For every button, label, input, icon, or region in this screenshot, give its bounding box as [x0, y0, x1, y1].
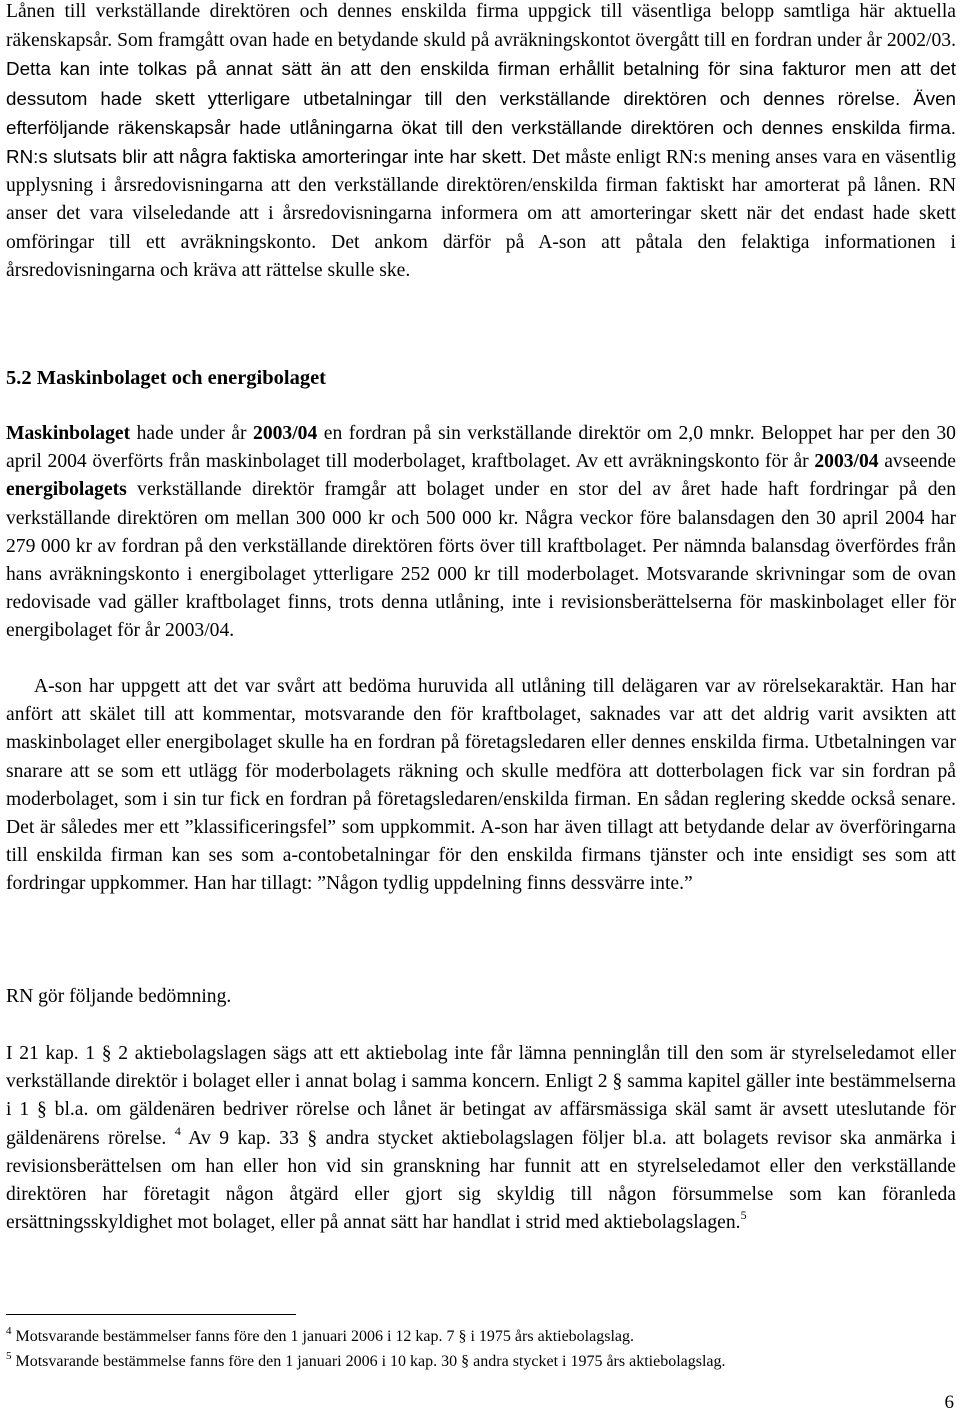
paragraph-loans-summary: [6, 0, 956, 285]
footnote-number: 4: [6, 1325, 12, 1337]
footnote-ref-5[interactable]: 5: [740, 1208, 747, 1223]
paragraph-text: avseende: [878, 451, 957, 473]
paragraph-maskinbolaget: [6, 420, 956, 646]
bold-year-1: 2003/04: [253, 423, 318, 444]
section-heading: 5.2 Maskinbolaget och energibolaget: [6, 367, 327, 389]
paragraph-text: verkställande direktör framgår att bolaget under en stor del av året hade haft fordringar på den verkställande direktören om mellan 300 000 kr och 500 000 kr. Några veckor före balansdagen den 30 april 2004 har 279 000 kr av fordran på den verkställande direktören förts över till kraftbolaget. Per nämnda balansdag överfördes från hans avräkningskonto i energibolaget ytterligare 252 000 kr till moderbolaget. Motsvarande skrivningar som de ovan redovisade vad gäller kraftbolaget finns, trots denna utlåning, inte i revisionsberättelserna för maskinbolaget eller för energibolaget för år 2003/04.: [6, 479, 956, 642]
paragraph-loans-part-b: Detta kan inte tolkas på annat sätt än att den enskilda firman erhållit betalning för sina fakturor men att det dessutom hade skett ytterligare utbetalningar till den verkställande direktören och dennes rörelse. Även efterföljande räkenskapsår hade utlåningarna ökat till den verkställande direktören och dennes enskilda firma. RN:s slutsats blir att några faktiska amorteringar inte har skett.: [6, 58, 956, 168]
footnote-text: Motsvarande bestämmelser fanns före den 1 januari 2006 i 12 kap. 7 § i 1975 års aktiebolagslag.: [15, 1328, 634, 1345]
paragraph-text: I 21 kap. 1 § 2 aktiebolagslagen sägs att ett aktiebolag inte får lämna penninglån till den som är styrelseledamot eller verkställande direktör i bolaget eller i annat bolag i samma koncern. Enligt 2 § samma kapitel gäller inte bestämmelserna i 1 § bl.a. om gäldenären bedriver rörelse och lånet är betingat av affärsmässiga skäl samt är avsett uteslutande för gäldenärens rörelse.: [6, 1043, 956, 1149]
bold-energibolagets: energibolagets: [6, 479, 127, 501]
paragraph-assessment-intro: RN gör följande bedömning.: [6, 986, 232, 1007]
paragraph-text: en fordran på sin verkställande direktör om 2,0 mnkr. Beloppet har per den 30 april 2004 överförts från maskinbolaget till moderbolaget, kraftbolaget. Av ett avräkningskonto för år: [6, 423, 956, 473]
paragraph-loans-part-c: Det måste enligt RN:s mening anses vara en väsentlig upplysning i årsredovisningarna att den verkställande direktören/enskilda firman faktiskt har amorterat på lånen. RN anser det vara vilseledande att i årsredovisningarna informera om att amorteringar skett när det endast hade skett omföringar till ett avräkningskonto. Det ankom därför på A-son att påtala den felaktiga informationen i årsredovisningarna och kräva att rättelse skulle ske.: [6, 147, 956, 281]
paragraph-text: Av 9 kap. 33 § andra stycket aktiebolagslagen följer bl.a. att bolagets revisor ska anmärka i revisionsberättelsen om han eller hon vid sin granskning har funnit att en styrelseledamot eller den verkställande direktören har företagit någon åtgärd eller gjort sig skyldig till någon försummelse som kan föranleda ersättningsskyldighet mot bolaget, eller på annat sätt har handlat i strid med aktiebolagslagen.: [6, 1127, 956, 1234]
footnote-5: [6, 1351, 806, 1373]
footnote-4: [6, 1326, 826, 1348]
footnote-number: 5: [6, 1350, 12, 1362]
paragraph-loans-part-a: Lånen till verkställande direktören och dennes enskilda firma uppgick till väsentliga belopp samtliga här aktuella räkenskapsår. Som framgått ovan hade en betydande skuld på avräkningskontot övergått till en fordran under år 2002/03.: [6, 1, 956, 52]
page-number: 6: [944, 1392, 954, 1413]
bold-year-2: 2003/04: [814, 451, 879, 473]
footnote-divider: [6, 1314, 296, 1315]
footnote-text: Motsvarande bestämmelse fanns före den 1 januari 2006 i 10 kap. 30 § andra stycket i 1975 års aktiebolagslag.: [15, 1353, 726, 1370]
bold-maskinbolaget: Maskinbolaget: [6, 423, 131, 444]
paragraph-ason-statement: A-son har uppgett att det var svårt att bedöma huruvida all utlåning till delägaren var av rörelsekaraktär. Han har anfört att skälet till att kommentar, motsvarande den för kraftbolaget, saknades var att det aldrig varit avsikten att maskinbolaget eller energibolaget skulle ha en fordran på företagsledaren eller dennes enskilda firma. Utbetalningen var snarare att se som ett utlägg för moderbolagets räkning och skulle medföra att dotterbolagen fick var sin fordran på moderbolaget, som i sin tur fick en fordran på företagsledaren/enskilda firman. En sådan reglering skedde också senare. Det är således mer ett ”klassificeringsfel” som uppkommit. A-son har även tillagt att betydande delar av överföringarna till enskilda firman kan ses som a-contobetalningar för den enskilda firmans tjänster och inte ensidigt ses som att fordringar uppkommer. Han har tillagt: ”Någon tydlig uppdelning finns dessvärre inte.”: [6, 676, 956, 895]
footnote-ref-4[interactable]: 4: [174, 1123, 181, 1138]
paragraph-text: hade under år: [130, 423, 254, 444]
paragraph-legal-basis: [6, 1040, 956, 1237]
